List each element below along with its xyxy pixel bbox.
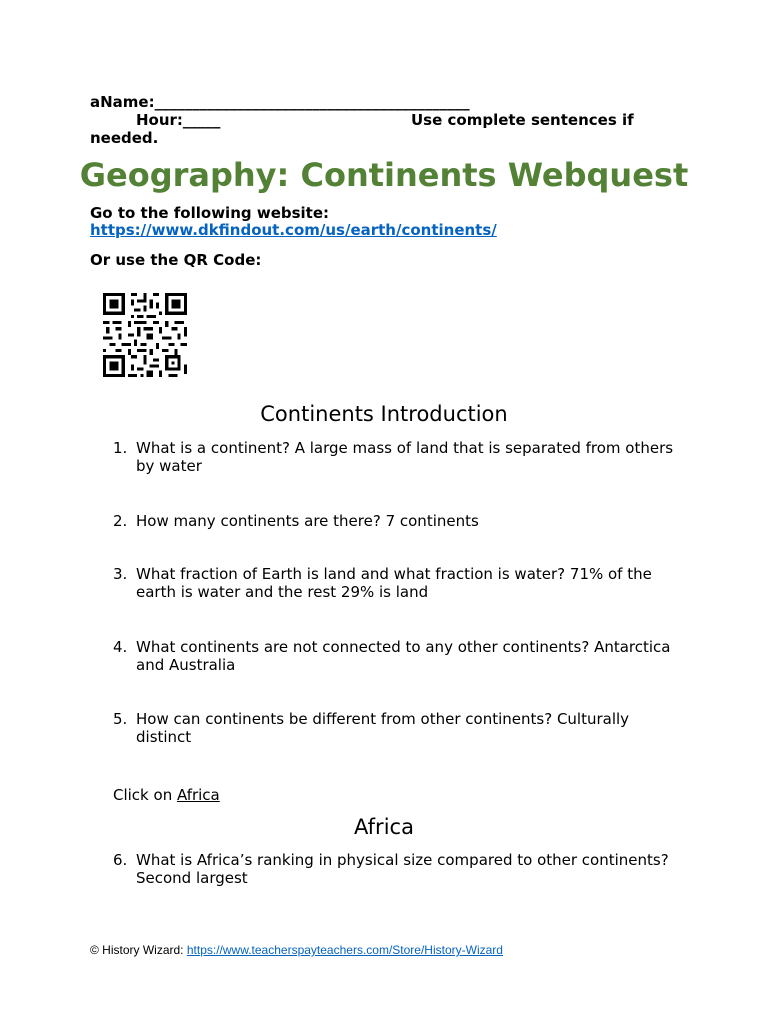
website-link[interactable]: https://www.dkfindout.com/us/earth/continents/	[90, 221, 497, 239]
question-text: How many continents are there? 7 continents	[136, 512, 479, 530]
question-text: How can continents be different from other continents? Culturally distinct	[136, 710, 630, 746]
question-number: 3.	[113, 565, 128, 583]
qr-code-icon	[100, 289, 190, 381]
instruction-line-1: Use complete sentences if	[411, 111, 634, 129]
question-text: What fraction of Earth is land and what fraction is water? 71% of the earth is water and the rest 29% is land	[136, 565, 652, 601]
footer-link[interactable]: https://www.teacherspayteachers.com/Store/History-Wizard	[186, 943, 503, 957]
question-text: What is a continent? A large mass of land that is separated from others by water	[136, 439, 674, 475]
click-instruction	[113, 786, 220, 804]
question-text: What is Africa’s ranking in physical size compared to other continents? Second largest	[136, 851, 669, 887]
footer-prefix: © History Wizard:	[90, 943, 187, 957]
question-number: 5.	[113, 710, 128, 728]
instruction-line-2: needed.	[90, 129, 159, 147]
hour-line: Hour:_____	[136, 111, 221, 129]
question-number: 2.	[113, 512, 128, 530]
africa-link[interactable]: Africa	[176, 786, 220, 804]
question-number: 1.	[113, 439, 128, 457]
click-prefix: Click on	[113, 786, 177, 804]
name-line: aName:__________________________________________	[90, 93, 470, 111]
question-number: 4.	[113, 638, 128, 656]
question-text: What continents are not connected to any other continents? Antarctica and Australia	[136, 638, 671, 674]
footer	[90, 943, 503, 957]
page-title: Geography: Continents Webquest	[79, 156, 689, 194]
intro-heading: Continents Introduction	[260, 402, 508, 426]
qr-label: Or use the QR Code:	[90, 251, 262, 269]
africa-heading: Africa	[354, 815, 414, 839]
goto-label: Go to the following website:	[90, 204, 330, 222]
question-number: 6.	[113, 851, 128, 869]
